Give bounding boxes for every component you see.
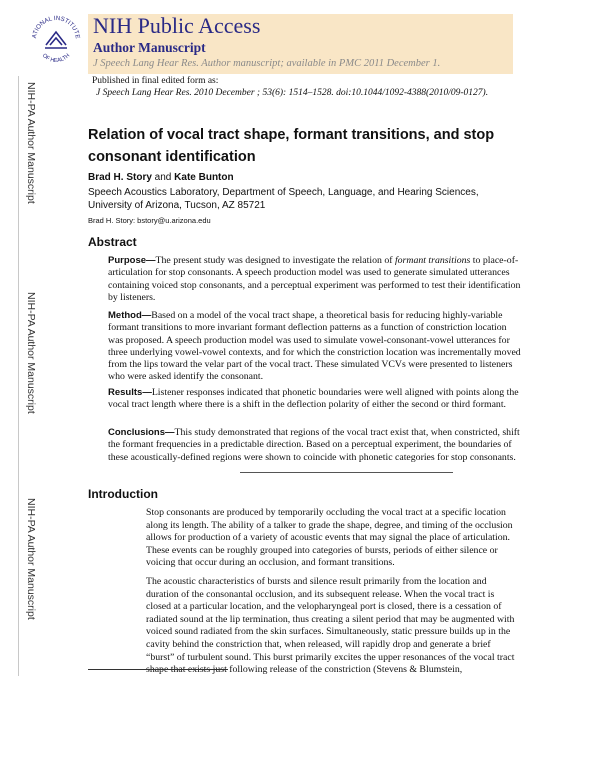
logo-text-bottom: OF HEALTH xyxy=(40,52,72,65)
published-citation xyxy=(96,88,488,98)
purpose-emphasis: formant transitions xyxy=(394,255,471,266)
footnote-rule xyxy=(88,669,228,670)
purpose-label: Purpose— xyxy=(108,255,156,266)
affiliation: Speech Acoustics Laboratory, Department of Speech, Language, and Hearing Sciences, University of Arizona, Tucson, AZ 85721 xyxy=(88,187,479,211)
results-text: Listener responses indicated that phonetic boundaries were well aligned with points along the vocal tract length where there is a shift in the deflection polarity of either the second or third formant. xyxy=(108,387,519,411)
side-label-2: NIH-PA Author Manuscript xyxy=(25,292,37,414)
conclusions-text: This study demonstrated that regions of the vocal tract exist that, when constricted, shift the formant frequencies in a predictable direction. Based on a perceptual experiment, the boundaries of these acoustically-defined regions were shown to coincide with phonetic categories for stop consonants. xyxy=(108,427,520,463)
introduction-heading: Introduction xyxy=(88,487,158,501)
left-margin-rule xyxy=(18,76,19,676)
method-label: Method— xyxy=(108,310,152,321)
banner-subtitle: Author Manuscript xyxy=(93,40,206,55)
abstract-conclusions xyxy=(108,427,522,464)
conclusions-label: Conclusions— xyxy=(108,427,175,438)
published-note: Published in final edited form as: xyxy=(92,76,219,86)
nih-public-access-banner xyxy=(88,14,513,74)
article-title: Relation of vocal tract shape, formant transitions, and stop consonant identification xyxy=(88,127,495,165)
author-1: Brad H. Story xyxy=(88,172,152,183)
method-text: Based on a model of the vocal tract shape, a theoretical basis for reducing highly-variable formant transitions to more invariant formant deflection patterns as a function of constriction location was proposed. A speech production model was used to simulate vowel-consonant-vowel utterances for three underlying vowel-vowel contexts, and for which the constriction location was incrementally moved from the lips toward the velar part of the vocal tract. These simulated VCVs were presented to listeners who were asked identify the consonant. xyxy=(108,310,521,383)
abstract-results xyxy=(108,387,522,412)
side-label-1: NIH-PA Author Manuscript xyxy=(25,82,37,204)
banner-title: NIH Public Access xyxy=(93,13,261,38)
side-label-3: NIH-PA Author Manuscript xyxy=(25,498,37,620)
abstract-method xyxy=(108,310,522,384)
abstract-end-rule xyxy=(240,472,453,473)
author-2: Kate Bunton xyxy=(174,172,234,183)
nih-seal-logo xyxy=(28,12,84,68)
intro-paragraph-2: The acoustic characteristics of bursts and silence result primarily from the location and duration of the consonantal occlusion, and its subsequent release. When the vocal tract is closed at a particular location, and the velopharyngeal port is closed, there is a cessation of radiated sound at the lip termination, thus creating a silent period that may be augmented with voiced sound radiated from the skin surfaces. Simultaneously, static pressure builds up in the cavity behind the constriction that, when released, will rapidly drop and generate a brief “burst” of turbulent sound. This burst primarily excites the upper resonances of the vocal tract shape that exists just following release of the constriction (Stevens & Blumstein, xyxy=(146,576,515,676)
journal-citation: J Speech Lang Hear Res. 2010 December ; 53(6): 1514–1528. doi:10.1044/1092-4388(2010/09-0127). xyxy=(96,88,489,98)
intro-paragraph-1: Stop consonants are produced by temporarily occluding the vocal tract at a specific location along its length. The ability of a talker to grade the shape, degree, and timing of the occlusion allows for production of a variety of acoustic events that may signal the place of articulation. These events can be roughly grouped into categories of bursts, periods of either silence or voicing that occur during an occlusion, and formant transitions. xyxy=(146,507,513,569)
author-conjunction: and xyxy=(151,172,175,183)
author-line xyxy=(88,172,234,183)
logo-text-top: ATIONAL INSTITUTE xyxy=(31,14,82,40)
results-label: Results— xyxy=(108,387,152,398)
abstract-purpose xyxy=(108,255,522,304)
abstract-heading: Abstract xyxy=(88,235,137,249)
svg-text:OF HEALTH xyxy=(41,53,71,64)
purpose-text-pre: The present study was designed to investigate the relation of xyxy=(155,255,395,266)
banner-citation: J Speech Lang Hear Res. Author manuscript; available in PMC 2011 December 1. xyxy=(93,58,441,69)
purpose-text-post: to place-of-articulation for stop consonants. A speech production model was used to generate simulated utterances containing voiced stop consonants, and a perceptual experiment was performed to test their identification by listeners. xyxy=(108,255,521,303)
author-email: Brad H. Story: bstory@u.arizona.edu xyxy=(88,216,211,225)
